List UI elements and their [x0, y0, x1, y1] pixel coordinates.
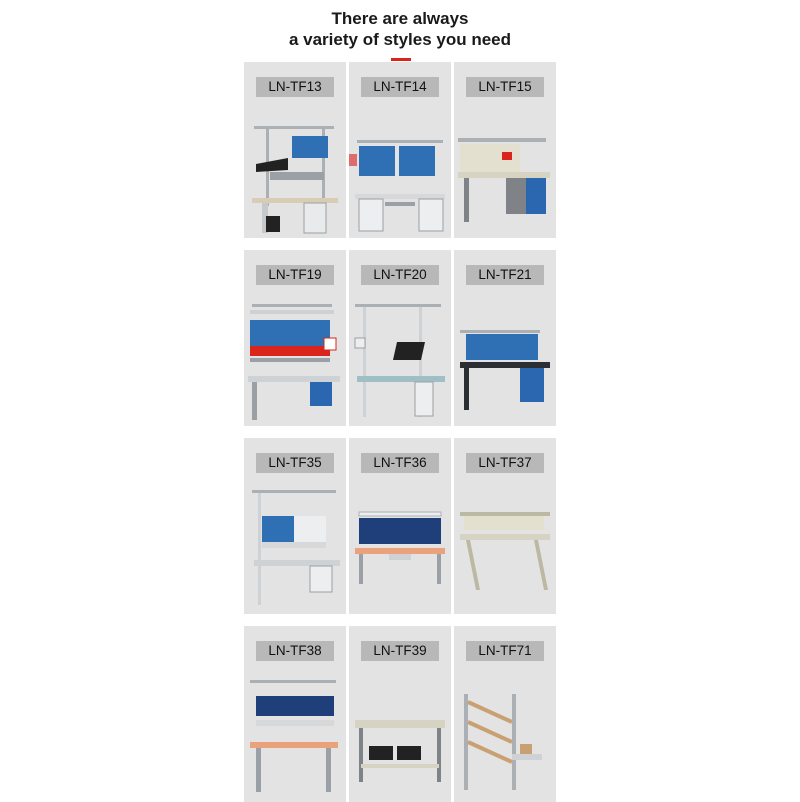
workbench-image — [454, 672, 556, 802]
workbench-image — [244, 484, 346, 614]
workbench-image — [454, 484, 556, 614]
product-label: LN-TF71 — [466, 641, 544, 661]
workbench-image — [349, 484, 451, 614]
workbench-image — [349, 672, 451, 802]
workbench-image — [244, 296, 346, 426]
product-card-ln-tf14[interactable] — [349, 62, 451, 238]
product-card-ln-tf15[interactable] — [454, 62, 556, 238]
product-label: LN-TF19 — [256, 265, 334, 285]
workbench-image — [349, 296, 451, 426]
product-label: LN-TF20 — [361, 265, 439, 285]
heading-accent-bar — [391, 58, 411, 61]
product-label: LN-TF36 — [361, 453, 439, 473]
product-label: LN-TF14 — [361, 77, 439, 97]
workbench-image — [244, 672, 346, 802]
product-label: LN-TF39 — [361, 641, 439, 661]
heading-line-2: a variety of styles you need — [288, 30, 512, 49]
product-card-ln-tf19[interactable] — [244, 250, 346, 426]
workbench-image — [454, 296, 556, 426]
page-heading — [0, 8, 800, 50]
product-card-ln-tf13[interactable] — [244, 62, 346, 238]
product-card-ln-tf38[interactable] — [244, 626, 346, 802]
product-label: LN-TF13 — [256, 77, 334, 97]
product-card-ln-tf39[interactable] — [349, 626, 451, 802]
product-label: LN-TF21 — [466, 265, 544, 285]
product-label: LN-TF35 — [256, 453, 334, 473]
product-label: LN-TF15 — [466, 77, 544, 97]
product-label: LN-TF38 — [256, 641, 334, 661]
workbench-image — [454, 108, 556, 238]
product-label: LN-TF37 — [466, 453, 544, 473]
workbench-image — [244, 108, 346, 238]
product-card-ln-tf36[interactable] — [349, 438, 451, 614]
heading-line-1: There are always — [331, 9, 469, 28]
product-card-ln-tf35[interactable] — [244, 438, 346, 614]
product-card-ln-tf71[interactable] — [454, 626, 556, 802]
product-card-ln-tf21[interactable] — [454, 250, 556, 426]
product-card-ln-tf20[interactable] — [349, 250, 451, 426]
workbench-image — [349, 108, 451, 238]
product-card-ln-tf37[interactable] — [454, 438, 556, 614]
